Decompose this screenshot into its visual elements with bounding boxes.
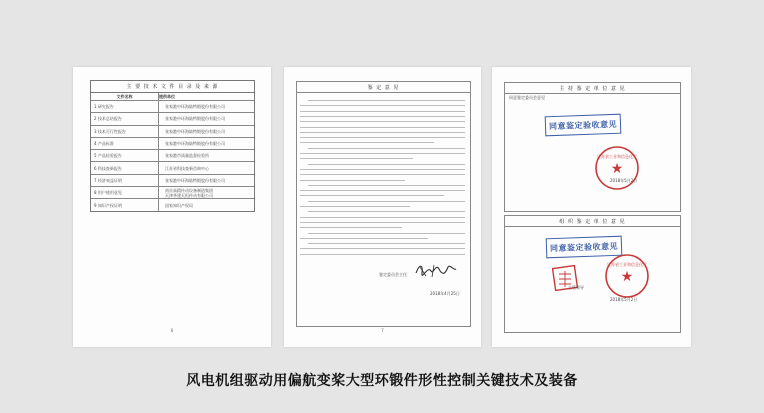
svg-text:★: ★: [610, 161, 624, 177]
organizing-unit-date: 2018年5月2日: [610, 297, 638, 302]
text-line: [300, 105, 465, 106]
table-row: [91, 175, 254, 187]
text-line: [300, 190, 465, 191]
official-seal-top: [594, 145, 640, 191]
table-row: [91, 113, 254, 125]
file-name-cell: 7 经济效益证明: [91, 175, 159, 186]
document-page-appraisal: [284, 67, 481, 347]
table-row: [91, 187, 254, 199]
file-source-text: 张家港中环海陆特锻股份有限公司: [165, 104, 225, 110]
text-line: [300, 121, 465, 122]
text-line: [308, 233, 465, 234]
text-line: [300, 206, 410, 207]
appraisal-title: 鉴 定 意 见: [367, 84, 400, 91]
file-source-cell: [159, 162, 254, 173]
table-row: [91, 162, 254, 174]
text-line: [300, 180, 405, 181]
file-source-text: 江苏省科技查新咨询中心: [165, 165, 209, 171]
text-line: [300, 153, 465, 154]
appraisal-title-row: [297, 82, 470, 93]
text-line: [308, 201, 465, 202]
text-line: [300, 227, 402, 228]
table-row: [91, 138, 254, 150]
svg-text:江苏省工业和信息化厅: 江苏省工业和信息化厅: [597, 154, 637, 159]
document-page-file-list: [73, 67, 271, 347]
table-row: [91, 199, 254, 211]
text-line: [308, 148, 465, 149]
column-header-source: 提供单位: [159, 94, 175, 99]
file-name-cell: 8 用户使用意见: [91, 187, 159, 198]
file-source-cell: [159, 150, 254, 161]
file-name-cell: 9 知识产权证明: [91, 199, 159, 211]
table-row: [91, 101, 254, 113]
svg-text:★: ★: [620, 269, 634, 285]
file-name-cell: 6 科技查新报告: [91, 162, 159, 173]
appraisal-date: 2018年4月25日: [430, 291, 460, 296]
text-line: [308, 100, 465, 101]
text-line: [300, 248, 465, 249]
organizing-unit-title-row: [505, 216, 680, 227]
file-source-cell: [159, 187, 254, 198]
file-source-text: 张家港中环海陆特锻股份有限公司: [165, 141, 225, 147]
file-source-text: 天津华建天恒传动有限公司: [165, 192, 213, 198]
text-line: [300, 111, 465, 112]
file-source-text: 张家港中环海陆特锻股份有限公司: [165, 116, 225, 122]
file-list-header-row: [91, 93, 254, 101]
host-unit-subtitle: 同意鉴定委员会意见: [509, 95, 545, 100]
file-name-cell: 5 产品检验报告: [91, 150, 159, 161]
column-header-name: 文件名称: [91, 93, 159, 100]
text-line: [300, 254, 465, 255]
host-unit-opinion-box: [504, 82, 681, 212]
file-list-title-row: [91, 81, 254, 93]
text-line: [300, 169, 465, 170]
file-source-text: 南京高精传动设备制造集团: [165, 187, 213, 193]
file-source-cell: [159, 138, 254, 149]
file-source-cell: [159, 126, 254, 137]
organizing-unit-opinion-box: [504, 215, 681, 333]
file-name-cell: 1 研究报告: [91, 101, 159, 112]
file-name-cell: 4 产品标准: [91, 138, 159, 149]
text-line: [308, 185, 465, 186]
file-list-table: [90, 80, 255, 212]
text-line: [300, 142, 434, 143]
organizing-unit-title: 组 织 鉴 定 单 位 意 见: [559, 218, 626, 225]
text-line: [300, 116, 465, 117]
text-line: [300, 132, 465, 133]
file-source-text: 国家知识产权局: [165, 202, 193, 208]
text-line: [300, 217, 465, 218]
leader-label: 主管领导: [568, 285, 584, 290]
approval-stamp-top: 同意鉴定验收意见: [545, 114, 622, 137]
text-line: [300, 137, 465, 138]
file-source-cell: [159, 199, 254, 211]
text-line: [308, 164, 465, 165]
table-row: [91, 126, 254, 138]
page-caption: 风电机组驱动用偏航变桨大型环锻件形性控制关键技术及装备: [186, 373, 578, 389]
text-line: [300, 222, 465, 223]
approval-stamp-bottom: 同意鉴定验收意见: [546, 236, 623, 259]
text-line: [300, 158, 413, 159]
file-source-text: 张家港中环海陆特锻股份有限公司: [165, 177, 225, 183]
signature: [414, 261, 458, 279]
text-line: [308, 211, 465, 212]
text-line: [308, 243, 465, 244]
file-name-cell: 2 技术总结报告: [91, 113, 159, 124]
signer-label: 鉴定委员会主任：: [379, 272, 411, 277]
svg-text:江苏省工业和信息化厅: 江苏省工业和信息化厅: [607, 262, 647, 267]
file-source-cell: [159, 101, 254, 112]
file-list-title: 主 要 技 术 文 件 目 录 及 来 源: [126, 84, 219, 90]
file-source-cell: [159, 113, 254, 124]
host-unit-title: 主 持 鉴 定 单 位 意 见: [559, 85, 626, 92]
page-number: 6: [170, 328, 174, 333]
text-line: [300, 195, 444, 196]
text-line: [300, 127, 465, 128]
host-unit-title-row: [505, 83, 680, 94]
text-line: [300, 174, 465, 175]
text-line: [300, 238, 428, 239]
document-page-approval: [492, 67, 691, 347]
file-source-text: 张家港市质量监督检验所: [165, 153, 209, 159]
table-row: [91, 150, 254, 162]
host-unit-date: 2018年5月2日: [610, 178, 638, 183]
file-name-cell: 3 技术可行性报告: [91, 126, 159, 137]
page-number: 7: [381, 328, 384, 333]
file-source-text: 张家港中环海陆特锻股份有限公司: [165, 128, 225, 134]
file-source-cell: [159, 175, 254, 186]
official-seal-bottom: [604, 253, 650, 299]
